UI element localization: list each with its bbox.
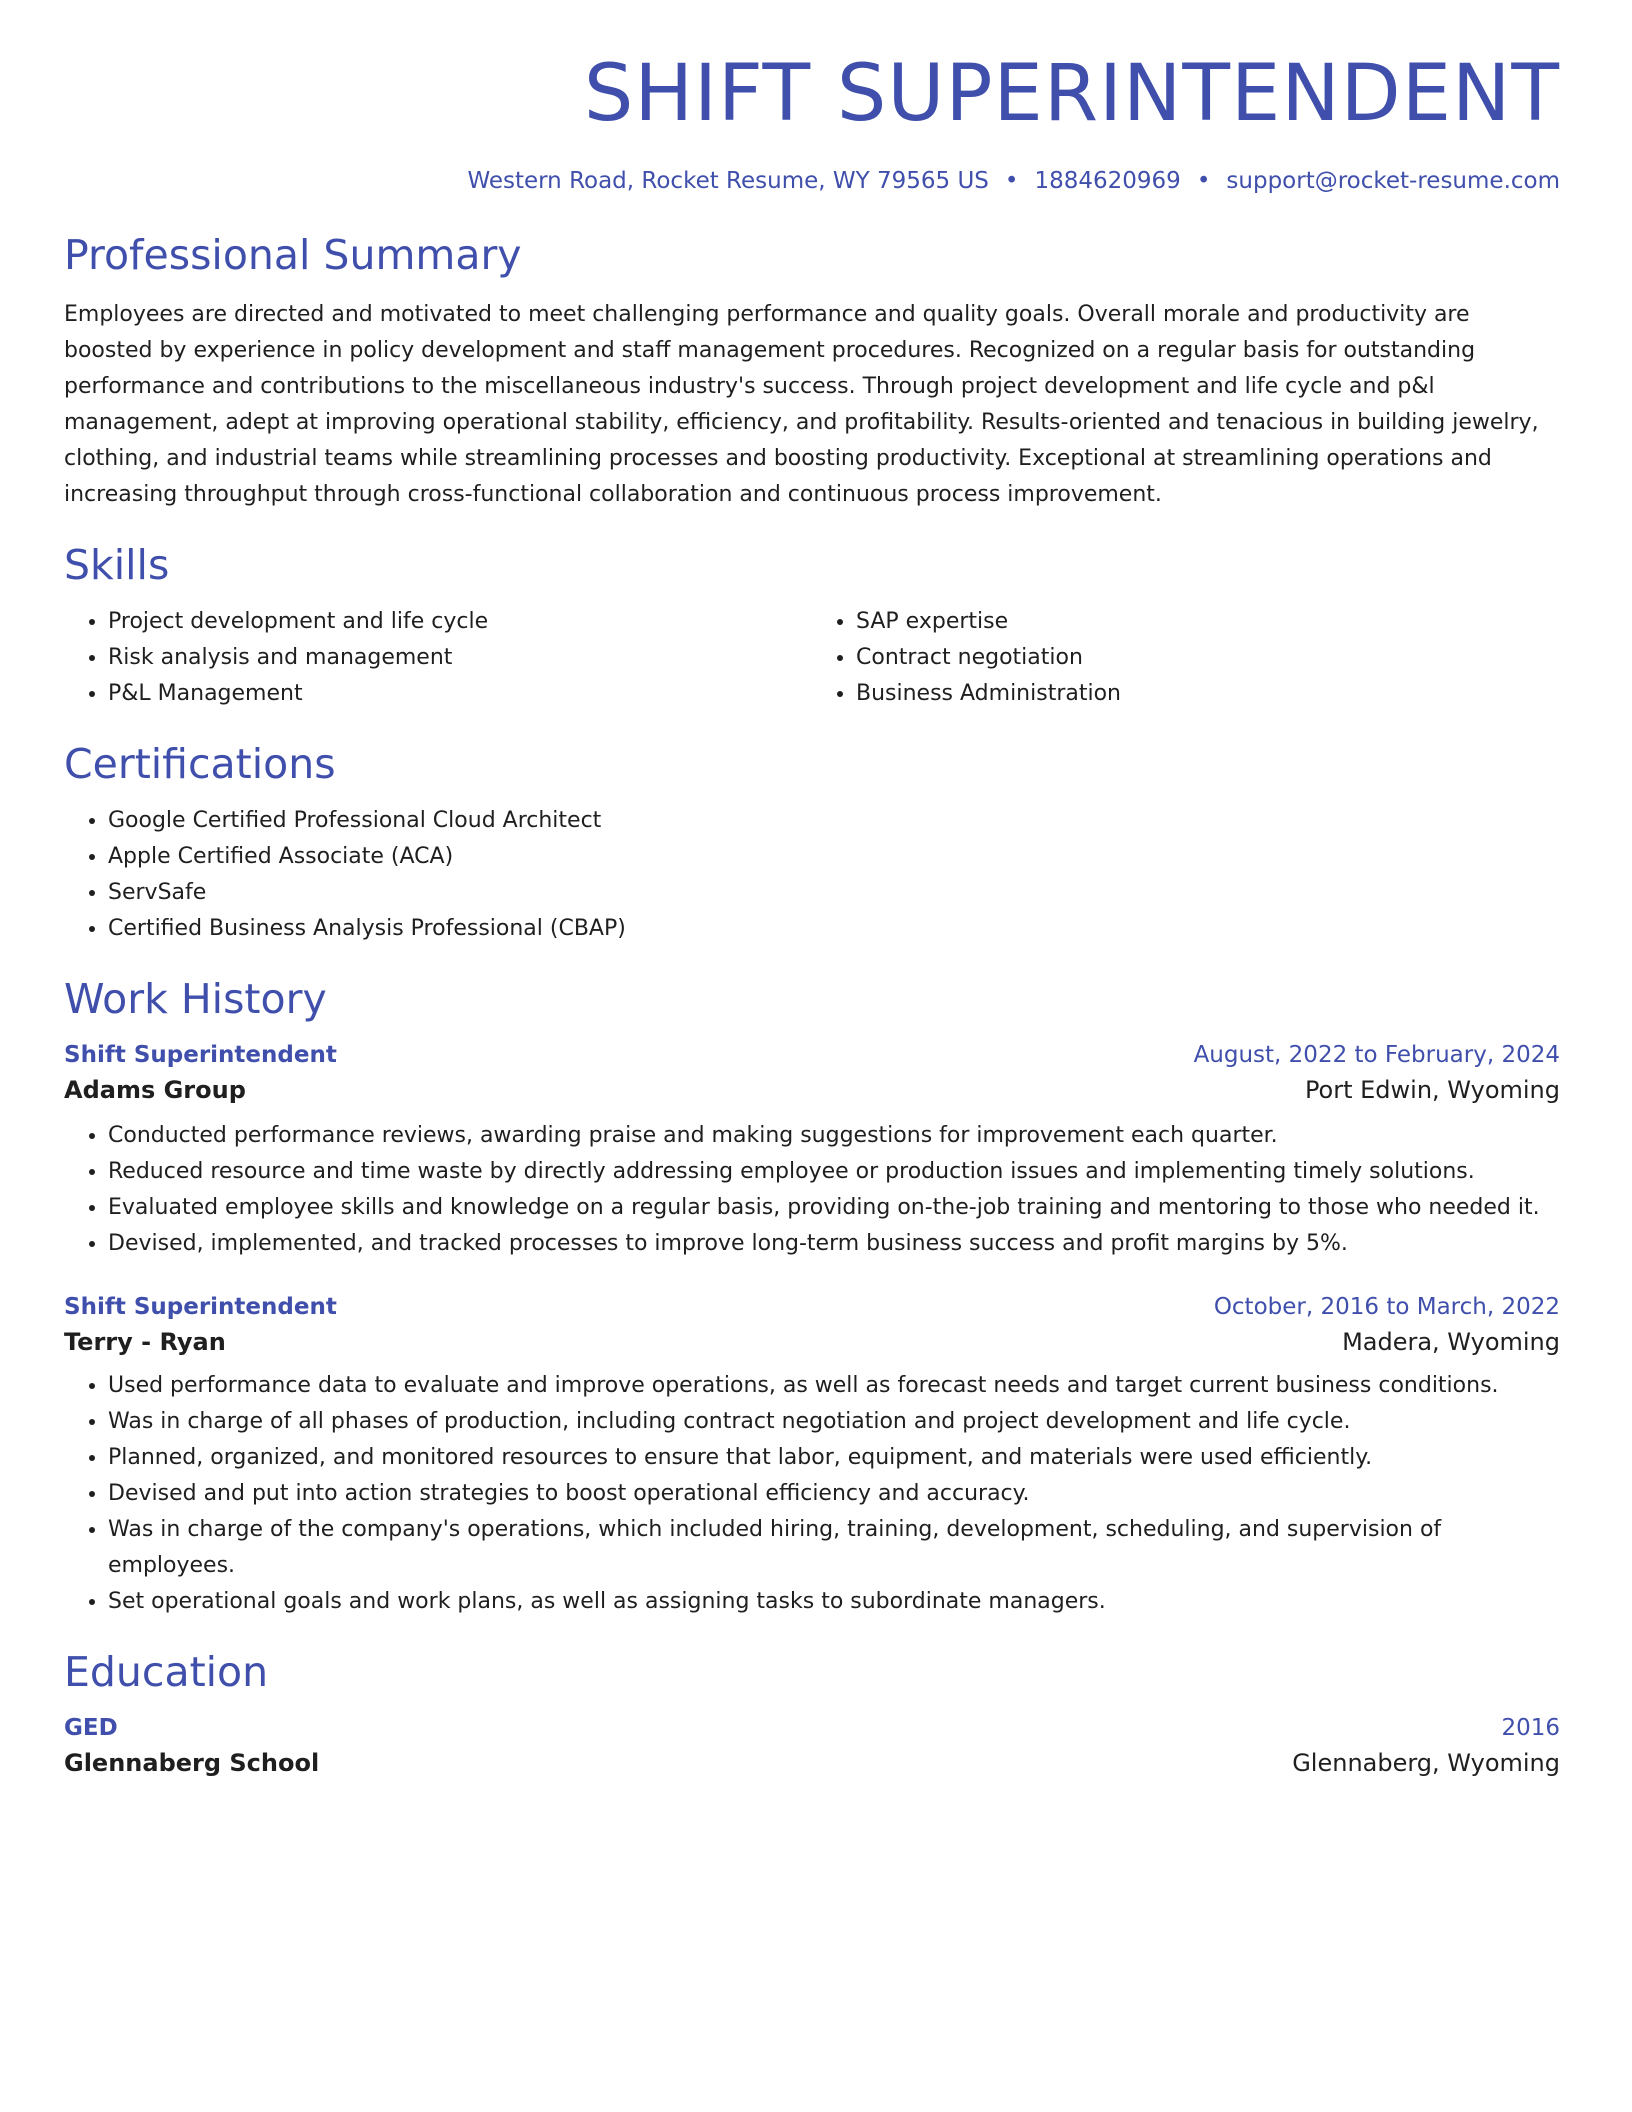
candidate-name: SHIFT SUPERINTENDENT [583,49,1560,139]
job-bullet: • Reduced resource and time waste by directly addressing employee or production issues and implementing timely solutions. [108,1154,1560,1190]
job-subheader [64,1076,1560,1104]
education-header [64,1715,1560,1741]
job-bullet: • Was in charge of all phases of production, including contract negotiation and project development and life cycle. [108,1404,1560,1440]
education-entry [64,1715,1560,1777]
job-dates: August, 2022 to February, 2024 [1193,1042,1560,1069]
job-title: Shift Superintendent [64,1294,337,1321]
skill-item: • SAP expertise [856,604,1560,640]
job-subheader [64,1328,1560,1356]
job-header [64,1042,1560,1068]
job-bullet: • Conducted performance reviews, awarding praise and making suggestions for improvement each quarter. [108,1118,1560,1154]
contact-phone: 1884620969 [1034,167,1181,194]
job-entry [64,1042,1560,1262]
education-subheader [64,1749,1560,1777]
skill-item: • Business Administration [856,676,1560,712]
separator-dot: • [1196,167,1211,194]
certifications-list [64,803,1560,947]
certification-item: • ServSafe [108,875,1560,911]
job-bullet: • Evaluated employee skills and knowledge on a regular basis, providing on-the-job training and mentoring to those who needed it. [108,1190,1560,1226]
education-year: 2016 [1501,1715,1560,1742]
work-history-heading: Work History [64,974,327,1023]
job-location: Port Edwin, Wyoming [1304,1076,1560,1105]
skill-item: • Risk analysis and management [108,640,812,676]
resume-page [64,0,1560,1777]
certifications-heading: Certifications [64,739,336,788]
skills-list [64,604,1560,712]
job-bullets [64,1368,1560,1620]
skill-item: • P&L Management [108,676,812,712]
job-bullet: • Devised and put into action strategies to boost operational efficiency and accuracy. [108,1476,1560,1512]
job-dates: October, 2016 to March, 2022 [1213,1294,1560,1321]
contact-address: Western Road, Rocket Resume, WY 79565 US [467,167,989,194]
job-header [64,1294,1560,1320]
job-bullet: • Planned, organized, and monitored resources to ensure that labor, equipment, and materials were used efficiently. [108,1440,1560,1476]
skills-heading: Skills [64,540,170,589]
job-company: Terry - Ryan [64,1328,226,1357]
contact-email[interactable]: support@rocket-resume.com [1226,167,1560,194]
certification-item: • Certified Business Analysis Professional (CBAP) [108,911,1560,947]
skill-item: • Contract negotiation [856,640,1560,676]
job-company: Adams Group [64,1076,246,1105]
job-bullet: • Used performance data to evaluate and improve operations, as well as forecast needs and target current business conditions. [108,1368,1560,1404]
job-bullet: • Devised, implemented, and tracked processes to improve long-term business success and profit margins by 5%. [108,1226,1560,1262]
education-location: Glennaberg, Wyoming [1292,1749,1560,1778]
contact-line [64,168,1560,196]
job-location: Madera, Wyoming [1342,1328,1560,1357]
certification-item: • Google Certified Professional Cloud Architect [108,803,1560,839]
job-bullet: • Was in charge of the company's operations, which included hiring, training, development, scheduling, and supervision of employees. [108,1512,1560,1584]
education-degree: GED [64,1715,118,1742]
summary-text: Employees are directed and motivated to meet challenging performance and quality goals. Overall morale and productivity are boosted by experience in policy development and staff management procedures. Recognized on a regular basis for outstanding performance and contributions to the miscellaneous industry's success. Through project development and life cycle and p&l management, adept at improving operational stability, efficiency, and profitability. Results-oriented and tenacious in building jewelry, clothing, and industrial teams while streamlining processes and boosting productivity. Exceptional at streamlining operations and increasing throughput through cross-functional collaboration and continuous process improvement. [64,301,1539,507]
skill-item: • Project development and life cycle [108,604,812,640]
job-bullet: • Set operational goals and work plans, as well as assigning tasks to subordinate managers. [108,1584,1560,1620]
skills-column-left [64,604,812,712]
separator-dot: • [1004,167,1019,194]
job-entry [64,1294,1560,1620]
job-bullets [64,1118,1560,1262]
education-school: Glennaberg School [64,1749,320,1778]
summary-heading: Professional Summary [64,231,522,280]
skills-column-right [812,604,1560,712]
education-heading: Education [64,1648,269,1697]
certification-item: • Apple Certified Associate (ACA) [108,839,1560,875]
job-title: Shift Superintendent [64,1042,337,1069]
